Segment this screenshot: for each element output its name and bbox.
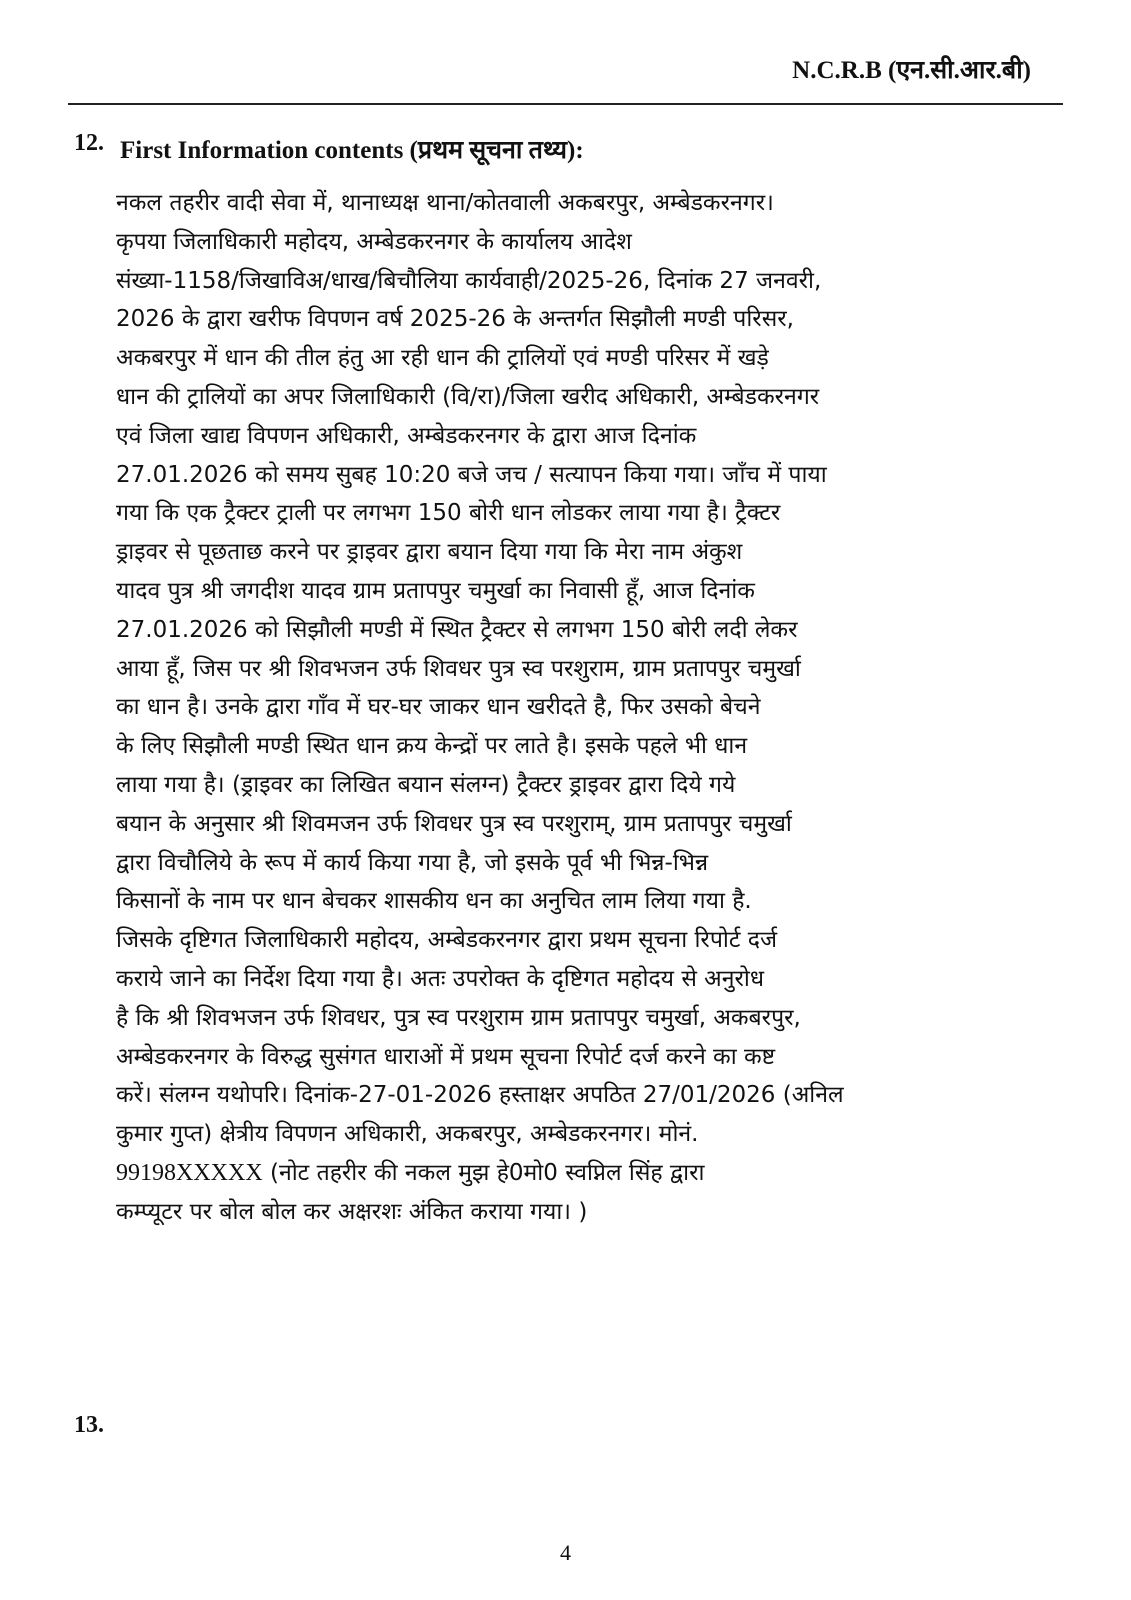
body-line: अकबरपुर में धान की तील हंतु आ रही धान की ट्रालियों एवं मण्डी परिसर में खड़े: [116, 345, 769, 372]
body-line: एवं जिला खाद्य विपणन अधिकारी, अम्बेडकरनगर के द्वारा आज दिनांक: [116, 422, 697, 449]
body-line: कुमार गुप्त) क्षेत्रीय विपणन अधिकारी, अकबरपुर, अम्बेडकरनगर। मोनं.: [116, 1121, 699, 1148]
body-line-phone: [116, 1154, 1076, 1193]
body-line: है कि श्री शिवभजन उर्फ शिवधर, पुत्र स्व परशुराम ग्राम प्रतापपुर चमुर्खा, अकबरपुर,: [116, 1004, 801, 1031]
body-line: अम्बेडकरनगर के विरुद्ध सुसंगत धाराओं में प्रथम सूचना रिपोर्ट दर्ज करने का कष्ट: [116, 1043, 776, 1070]
body-line: 27.01.2026 को समय सुबह 10:20 बजे जच / सत्यापन किया गया। जाँच में पाया: [116, 461, 827, 488]
body-line: करें। संलग्न यथोपरि। दिनांक-27-01-2026 हस्ताक्षर अपठित 27/01/2026 (अनिल: [116, 1082, 844, 1109]
body-line: लाया गया है। (ड्राइवर का लिखित बयान संलग्न) ट्रैक्टर ड्राइवर द्वारा दिये गये: [116, 771, 736, 798]
body-line: कराये जाने का निर्देश दिया गया है। अतः उपरोक्त के दृष्टिगत महोदय से अनुरोध: [116, 965, 765, 992]
body-line: 2026 के द्वारा खरीफ विपणन वर्ष 2025-26 के अन्तर्गत सिझौली मण्डी परिसर,: [116, 306, 794, 333]
first-information-contents: [116, 184, 1076, 1232]
section-12-title: First Information contents (प्रथम सूचना तथ्य):: [120, 137, 584, 164]
body-line: कम्प्यूटर पर बोल बोल कर अक्षरशः अंकित कराया गया। ): [116, 1198, 588, 1225]
body-line: संख्या-1158/जिखाविअ/धाख/बिचौलिया कार्यवाही/2025-26, दिनांक 27 जनवरी,: [116, 267, 822, 294]
body-line: आया हूँ, जिस पर श्री शिवभजन उर्फ शिवधर पुत्र स्व परशुराम, ग्राम प्रतापपुर चमुर्खा: [116, 655, 801, 682]
body-line: नकल तहरीर वादी सेवा में, थानाध्यक्ष थाना/कोतवाली अकबरपुर, अम्बेडकरनगर।: [116, 190, 774, 216]
body-line: का धान है। उनके द्वारा गाँव में घर-घर जाकर धान खरीदते है, फिर उसको बेचने: [116, 694, 761, 721]
body-line: यादव पुत्र श्री जगदीश यादव ग्राम प्रतापपुर चमुर्खा का निवासी हूँ, आज दिनांक: [116, 577, 755, 604]
body-line: बयान के अनुसार श्री शिवमजन उर्फ शिवधर पुत्र स्व परशुराम्, ग्राम प्रतापपुर चमुर्खा: [116, 810, 792, 837]
body-line: द्वारा विचौलिये के रूप में कार्य किया गया है, जो इसके पूर्व भी भिन्न-भिन्न: [116, 849, 709, 876]
page-number: 4: [560, 1540, 571, 1565]
body-line: ड्राइवर से पूछताछ करने पर ड्राइवर द्वारा बयान दिया गया कि मेरा नाम अंकुश: [116, 539, 743, 566]
body-line: के लिए सिझौली मण्डी स्थित धान क्रय केन्द्रों पर लाते है। इसके पहले भी धान: [116, 733, 748, 760]
body-line: कृपया जिलाधिकारी महोदय, अम्बेडकरनगर के कार्यालय आदेश: [116, 228, 632, 255]
masked-phone-number: 99198XXXXX: [116, 1159, 263, 1186]
body-line: किसानों के नाम पर धान बेचकर शासकीय धन का अनुचित लाम लिया गया है.: [116, 888, 752, 915]
section-13-number: 13.: [74, 1412, 104, 1438]
body-line: धान की ट्रालियों का अपर जिलाधिकारी (वि/रा)/जिला खरीद अधिकारी, अम्बेडकरनगर: [116, 383, 820, 410]
body-line: 27.01.2026 को सिझौली मण्डी में स्थित ट्रैक्टर से लगभग 150 बोरी लदी लेकर: [116, 616, 798, 643]
body-line: जिसके दृष्टिगत जिलाधिकारी महोदय, अम्बेडकरनगर द्वारा प्रथम सूचना रिपोर्ट दर्ज: [116, 927, 778, 954]
note-text: (नोट तहरीर की नकल मुझ हे0मो0 स्वप्निल सिंह द्वारा: [262, 1159, 705, 1186]
section-12-number: 12.: [74, 130, 104, 156]
body-line: गया कि एक ट्रैक्टर ट्राली पर लगभग 150 बोरी धान लोडकर लाया गया है। ट्रैक्टर: [116, 500, 781, 527]
header-title: N.C.R.B (एन.सी.आर.बी): [792, 57, 1031, 84]
header-divider: [68, 103, 1063, 105]
